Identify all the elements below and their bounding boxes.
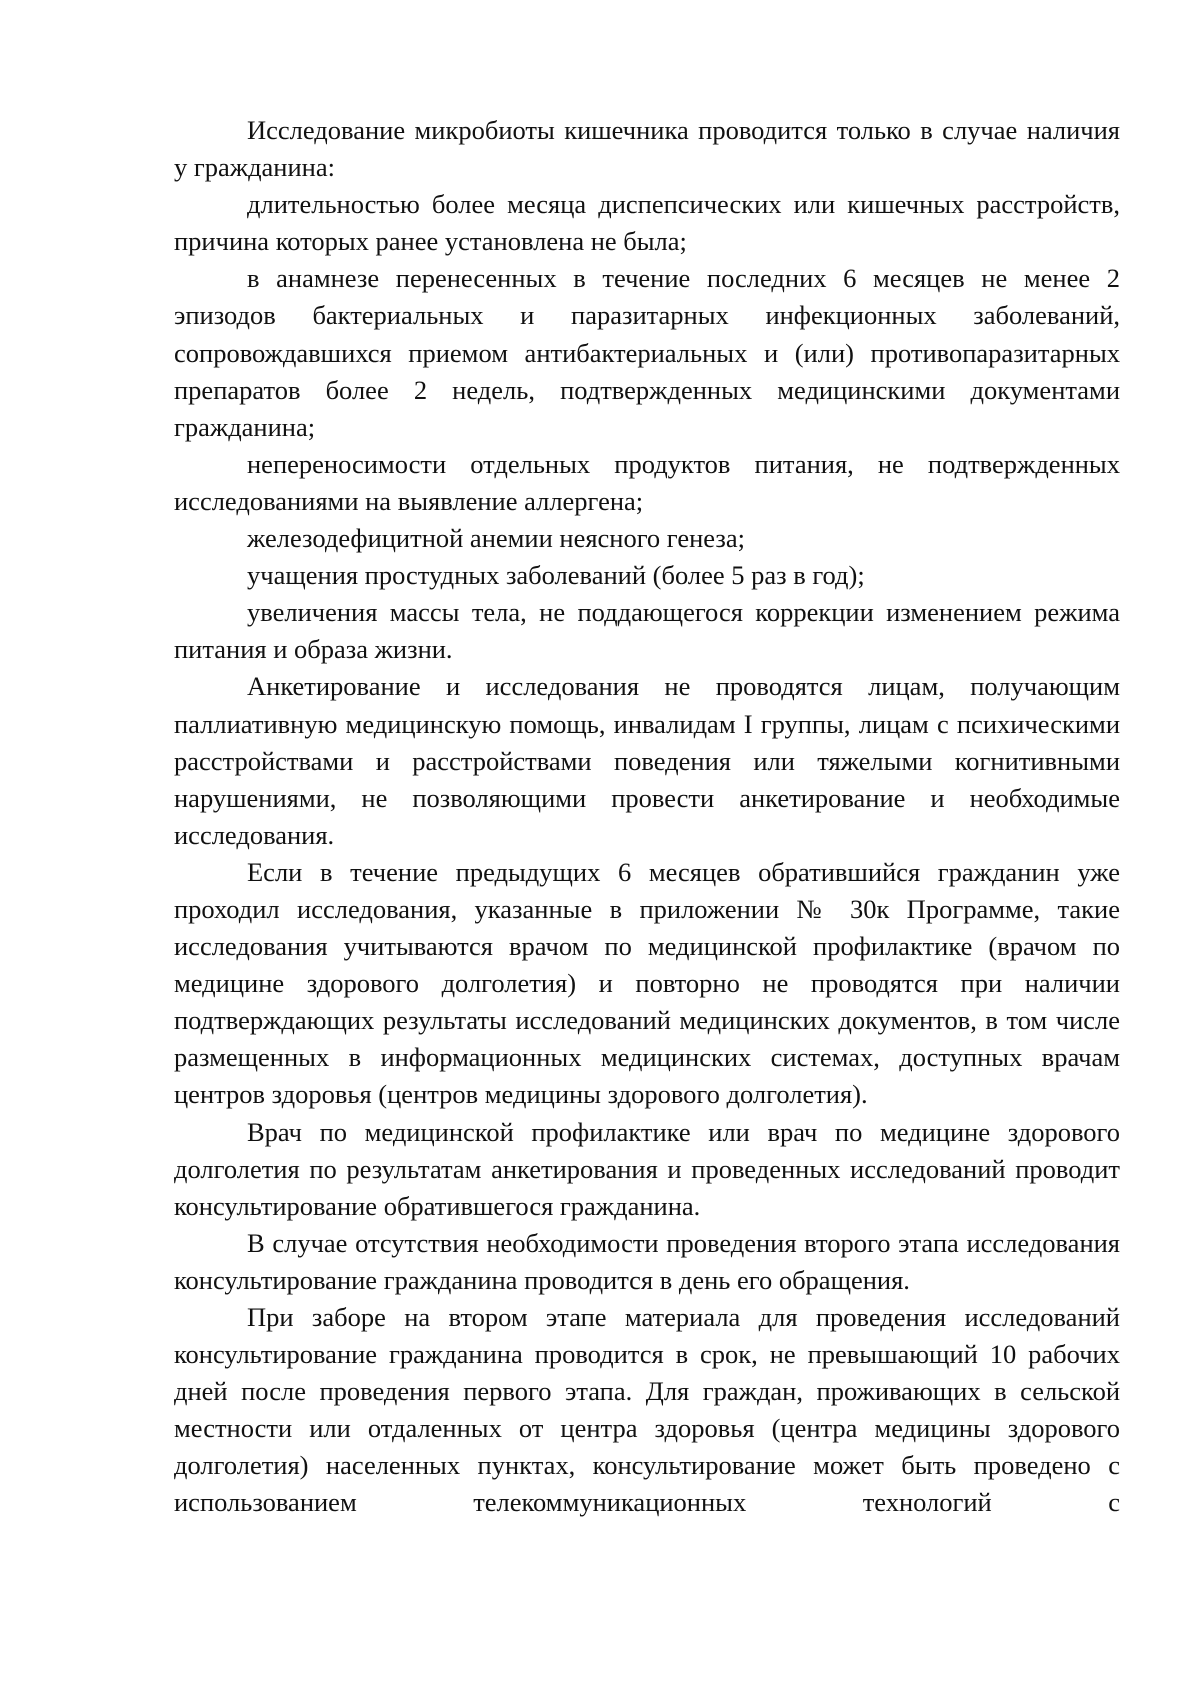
paragraph-food-intolerance: непереносимости отдельных продуктов питания, не подтвержденных исследованиями на выявление аллергена;: [174, 448, 1120, 516]
paragraph-dyspeptic-disorders: длительностью более месяца диспепсических или кишечных расстройств, причина которых ранее установлена не была;: [174, 189, 1120, 257]
paragraph-second-stage: При заборе на втором этапе материала для проведения исследований консультирование гражданина проводится в срок, не превышающий 10 рабочих дней после проведения первого этапа. Для граждан, проживающих в сельской местности или отдаленных от центра здоровья (центра медицины здорового долголетия) населенных пунктах, консультирование может быть проведено с использованием телекоммуникационных технологий с: [174, 1302, 1120, 1518]
paragraph-consultation: Врач по медицинской профилактике или врач по медицине здорового долголетия по результатам анкетирования и проведенных исследований проводит консультирование обратившегося гражданина.: [174, 1116, 1120, 1221]
paragraph-microbiota-intro: Исследование микробиоты кишечника проводится только в случае наличия у гражданина:: [174, 115, 1120, 183]
paragraph-weight-gain: увеличения массы тела, не поддающегося коррекции изменением режима питания и образа жизни.: [174, 597, 1120, 665]
paragraph-exclusions: Анкетирование и исследования не проводятся лицам, получающим паллиативную медицинскую помощь, инвалидам I группы, лицам с психическими расстройствами и расстройствами поведения или тяжелыми когнитивными нарушениями, не позволяющими провести анкетирование и необходимые исследования.: [174, 671, 1120, 850]
paragraph-anemia: железодефицитной анемии неясного генеза;: [247, 523, 745, 554]
paragraph-infection-history: в анамнезе перенесенных в течение последних 6 месяцев не менее 2 эпизодов бактериальных и паразитарных инфекционных заболеваний, сопровождавшихся приемом антибактериальных и (или) противопаразитарных препаратов более 2 недель, подтвержденных медицинскими документами гражданина;: [174, 263, 1120, 442]
document-page: [174, 112, 1120, 1522]
paragraph-frequent-colds: учащения простудных заболеваний (более 5 раз в год);: [247, 560, 865, 591]
paragraph-same-day-consultation: В случае отсутствия необходимости проведения второго этапа исследования консультирование гражданина проводится в день его обращения.: [174, 1227, 1120, 1295]
paragraph-previous-studies: Если в течение предыдущих 6 месяцев обратившийся гражданин уже проходил исследования, указанные в приложении № 30к Программе, такие исследования учитываются врачом по медицинской профилактике (врачом по медицине здорового долголетия) и повторно не проводятся при наличии подтверждающих результаты исследований медицинских документов, в том числе размещенных в информационных медицинских системах, доступных врачам центров здоровья (центров медицины здорового долголетия).: [174, 856, 1120, 1110]
